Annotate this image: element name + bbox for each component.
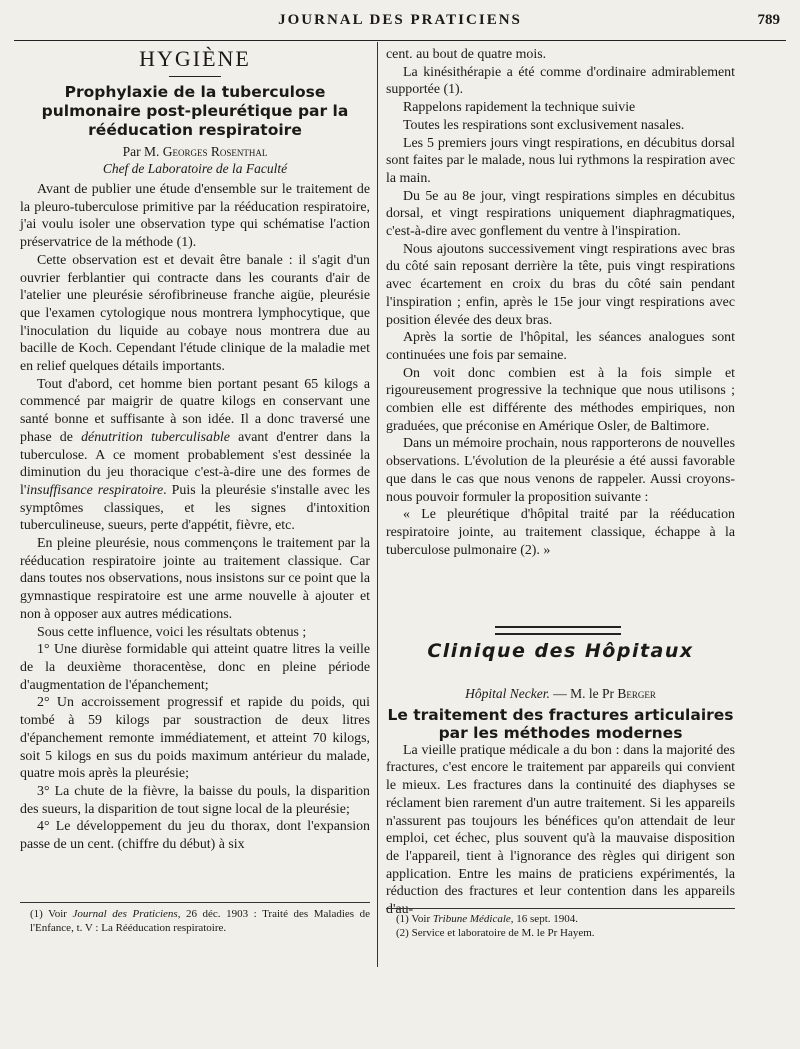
paragraph-continuation: cent. au bout de quatre mois. (386, 47, 547, 62)
paragraph-technique-intro: Rappelons rapidement la technique suivie (403, 100, 636, 116)
footnote-1 (396, 912, 735, 926)
footnote-text-a: (1) Voir (30, 908, 73, 920)
professor-name: Berger (617, 686, 656, 701)
footnote (30, 907, 370, 935)
footnote-2: (2) Service et laboratoire de M. le Pr Hayem. (396, 927, 595, 939)
hospital-line (386, 685, 735, 703)
paragraph-future-report: Dans un mémoire prochain, nous rapporterons de nouvelles observations. L'évolution de la pleurésie a été aussi favorable que dans le cas que nous venons de rappeler. Aussi croyons-nous pouvoir formuler la proposition suivante : (386, 436, 735, 505)
paragraph-method-comparison: On voit donc combien est à la fois simple et rigoureusement progressive la technique que nous utilisons ; combien elle est différente des méthodes empiriques, non graduées, que préconise en Amérique Osler, de Baltimore. (386, 365, 735, 434)
history-text-b: avant d'entrer dans la tuberculose. A ce moment probablement s'est dessinée la diminution du jeu thoracique c'est-à-dire une des formes de l' (20, 429, 370, 498)
paragraph-fractures: La vieille pratique médicale a du bon : dans la majorité des fractures, c'est encore le traitement par appareils qui convient le mieux. Les fractures dans la continuité des diaphyses se réclament bien rarement d'un autre traitement. Si les appareils n'assurent pas toujours les bénéfices qu'on attendait de leur emploi, cet échec, plus souvent qu'à la mauvaise disposition de l'appareil, tient à l'ignorance des règles qui dirigent son application. Entre les mains de praticiens expérimentés, la réduction des fractures et leur contention dans les appareils d'au- (386, 742, 735, 918)
author-affiliation: Chef de Laboratoire de la Faculté (102, 161, 288, 176)
paragraph-treatment: En pleine pleurésie, nous commençons le traitement par la rééducation respiratoire jointe au traitement classique. Car dans toutes nos observations, nous insistons sur ce point que la gymnastique respiratoire est une arme nouvelle à ajouter et non à opposer aux autres médications. (20, 536, 370, 622)
footnote-1-text-b: , 16 sept. 1904. (510, 913, 579, 925)
paragraph-intro: Avant de publier une étude d'ensemble sur le traitement de la pleuro-tuberculose primitive par la rééducation respiratoire, j'ai voulu isoler une observation type qui schématise l'action préservatrice de la méthode (1). (20, 182, 370, 251)
column-divider (377, 42, 378, 967)
running-title: JOURNAL DES PRATICIENS (278, 12, 522, 28)
paragraph-nasal: Toutes les respirations sont exclusivement nasales. (403, 117, 685, 133)
history-emphasis-2: insuffisance respiratoire (26, 482, 164, 498)
history-text-c: . Puis la pleurésie s'installe avec les symptômes classiques, et les signes d'intoxition tuberculineuse, sueurs, perte d'appétit, fièvre, etc. (20, 482, 370, 534)
paragraph-history (20, 376, 370, 535)
article-title-fractures: Le traitement des fractures articulaires par les méthodes modernes (387, 705, 734, 742)
paragraph-proposition: « Le pleurétique d'hôpital traité par la rééducation respiratoire jointe, au traitement classique, échappe à la tuberculose pulmonaire (2). » (386, 507, 735, 558)
paragraph-observation: Cette observation est et devait être banale : il s'agit d'un ouvrier ferblantier qui contracte dans les courants d'air de l'atelier une pleurésie sérofibrineuse franche aigüe, pleurésie que l'examen cytologique nous montrera lymphocytique, que l'inoculation du liquide au cobaye nous montrera due au bacille de Koch. Cependant l'étude clinique de la maladie met en relief quelques détails importants. (20, 252, 370, 375)
footnotes-left (30, 907, 370, 935)
footnote-rule-right (386, 908, 735, 909)
paragraph-kinesitherapy: La kinésithérapie a été comme d'ordinaire admirablement supportée (1). (386, 64, 735, 98)
author-name: Georges Rosenthal (162, 144, 268, 159)
footnote-text-b: , 26 déc. 1903 : Traité des Maladies de l'Enfance, t. V : La Rééducation respiratoire. (30, 908, 370, 934)
page-number: 789 (757, 12, 780, 28)
section-double-rule (495, 626, 621, 635)
result-item-2: 2° Un accroissement progressif et rapide du poids, qui tombé à 59 kilogs par soustraction de deux litres d'épanchement remonte immédiatement, et atteint 70 kilogs, soit 5 kilogs en sus du poids maximum antérieur du malade, quatre mois après la pleurésie; (20, 695, 370, 782)
result-item-1: 1° Une diurèse formidable qui atteint quatre litres la veille de la deuxième thoracentèse, donc en pleine période d'augmentation de l'épanchement; (20, 642, 370, 693)
result-item-3: 3° La chute de la fièvre, la baisse du pouls, la disparition des sueurs, la disparition de tout signe local de la pleurésie; (20, 783, 370, 817)
section-title-clinique: Clinique des Hôpitaux (427, 640, 694, 662)
section-title-hygiene: HYGIÈNE (139, 46, 251, 71)
hospital-name: Hôpital Necker. (465, 686, 550, 701)
result-item-4: 4° Le développement du jeu du thorax, dont l'expansion passe de un cent. (chiffre du début) à six (20, 819, 370, 853)
paragraph-first-days: Les 5 premiers jours vingt respirations, en décubitus dorsal sont faites par le malade, nous lui rythmons la respiration avec la main. (386, 135, 735, 186)
header-rule (14, 40, 786, 41)
paragraph-results-intro: Sous cette influence, voici les résultats obtenus ; (37, 624, 307, 640)
hospital-dash: — M. le Pr (549, 686, 618, 701)
article-title: Prophylaxie de la tuberculose pulmonaire post-pleurétique par la rééducation respiratoire (41, 83, 349, 139)
left-column (20, 46, 370, 854)
history-text-a: Tout d'abord, cet homme bien portant pesant 65 kilogs a commencé par maigrir de quatre kilogs en conservant une santé bonne et suffisante à son idée. Il a donc traversé une phase de (20, 376, 370, 445)
footnote-1-text-a: (1) Voir (396, 913, 433, 925)
byline-prefix: Par M. (122, 144, 160, 159)
footnote-rule-left (20, 902, 370, 903)
section-rule (169, 76, 221, 77)
right-column (386, 46, 735, 559)
paragraph-after-hospital: Après la sortie de l'hôpital, les séances analogues sont continuées une fois par semaine. (386, 330, 735, 363)
paragraph-days-5-8: Du 5e au 8e jour, vingt respirations simples en décubitus dorsal, et vingt respirations uniquement diaphragmatiques, c'est-à-dire avec gonflement du ventre à l'inspiration. (386, 188, 735, 240)
footnotes-right (396, 912, 735, 940)
history-emphasis-1: dénutrition tuberculisable (81, 429, 230, 445)
running-header (20, 12, 780, 34)
footnote-journal: Journal des Praticiens (72, 908, 178, 920)
right-lower-article (386, 685, 735, 919)
footnote-1-journal: Tribune Médicale (432, 913, 511, 925)
paragraph-arm-exercises: Nous ajoutons successivement vingt respirations avec bras du côté sain reposant derrière la tête, puis vingt respirations avec écartement en croix du bras du côté sain pendant l'inspiration ; enfin, après le 15e jour vingt respirations avec position élevée des deux bras. (386, 241, 735, 328)
byline (20, 143, 370, 160)
